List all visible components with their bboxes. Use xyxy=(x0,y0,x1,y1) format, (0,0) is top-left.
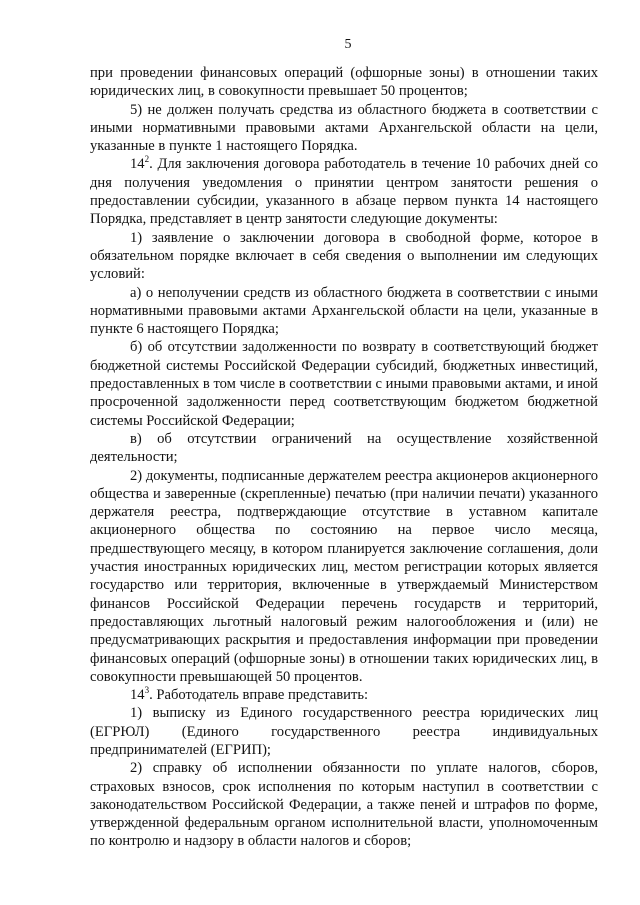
clause-superscript: 3 xyxy=(144,685,150,696)
paragraph-item-1-egrul: 1) выписку из Единого государственного реестра юридических лиц (ЕГРЮЛ) (Единого государственного реестра индивидуальных предпринимателей (ЕГРИП); xyxy=(90,705,598,758)
paragraph-item-2-tax: 2) справку об исполнении обязанности по уплате налогов, сборов, страховых взносов, срок исполнения по которым наступил в соответствии с законодательством Российской Федерации, а также пеней и штрафов по форме, утвержденной федеральным органом исполнительной власти, уполномоченным по контролю и надзору в области налогов и сборов; xyxy=(90,760,598,850)
paragraph-subitem-a: а) о неполучении средств из областного бюджета в соответствии с иными нормативными правовыми актами Архангельской области на цели, указанные в пункте 6 настоящего Порядка; xyxy=(90,284,598,338)
clause-text: . Для заключения договора работодатель в течение 10 рабочих дней со дня получения уведомления о принятии центром занятости решения о предоставлении субсидии, указанного в абзаце первом пункта 14 настоящего Порядка, представляет в центр занятости следующие документы: xyxy=(90,156,598,228)
paragraph-item-1: 1) заявление о заключении договора в свободной форме, которое в обязательном порядке включает в себя сведения о выполнении им следующих условий: xyxy=(90,229,598,283)
paragraph-clause-14-2 xyxy=(90,155,598,228)
document-body xyxy=(90,64,598,851)
paragraph-continuation: при проведении финансовых операций (офшорные зоны) в отношении таких юридических лиц, в совокупности превышает 50 процентов; xyxy=(90,65,598,100)
clause-number: 14 xyxy=(130,156,145,173)
paragraph-subitem-b: б) об отсутствии задолженности по возврату в соответствующий бюджет бюджетной системы Российской Федерации субсидий, бюджетных инвестиций, предоставленных в том числе в соответствии с иными правовыми актами, и иной просроченной задолженности перед соответствующим бюджетом бюджетной системы Российской Федерации; xyxy=(90,339,598,429)
paragraph-subitem-v: в) об отсутствии ограничений на осуществление хозяйственной деятельности; xyxy=(90,430,598,466)
clause-superscript: 2 xyxy=(144,154,150,165)
paragraph-item-5: 5) не должен получать средства из областного бюджета в соответствии с иными нормативными правовыми актами Архангельской области на цели, указанные в пункте 1 настоящего Порядка. xyxy=(90,101,598,155)
page-number: 5 xyxy=(344,37,352,52)
paragraph-clause-14-3 xyxy=(90,686,598,704)
clause-number: 14 xyxy=(130,687,145,704)
clause-text: . Работодатель вправе представить: xyxy=(149,687,369,704)
paragraph-item-2: 2) документы, подписанные держателем реестра акционеров акционерного общества и заверенные (скрепленные) печатью (при наличии печати) указанного держателя реестра, подтверждающие отсутствие в уставном капитале акционерного общества по состоянию на первое число месяца, предшествующего месяцу, в котором планируется заключение соглашения, доли участия иностранных юридических лиц, местом регистрации которых является государство или территория, включенные в утверждаемый Министерством финансов Российской Федерации перечень государств и территорий, предоставляющих льготный налоговый режим налогообложения и (или) не предусматривающих раскрытия и предоставления информации при проведении финансовых операций (офшорные зоны) в отношении таких юридических лиц, в совокупности превышающей 50 процентов. xyxy=(90,467,598,685)
